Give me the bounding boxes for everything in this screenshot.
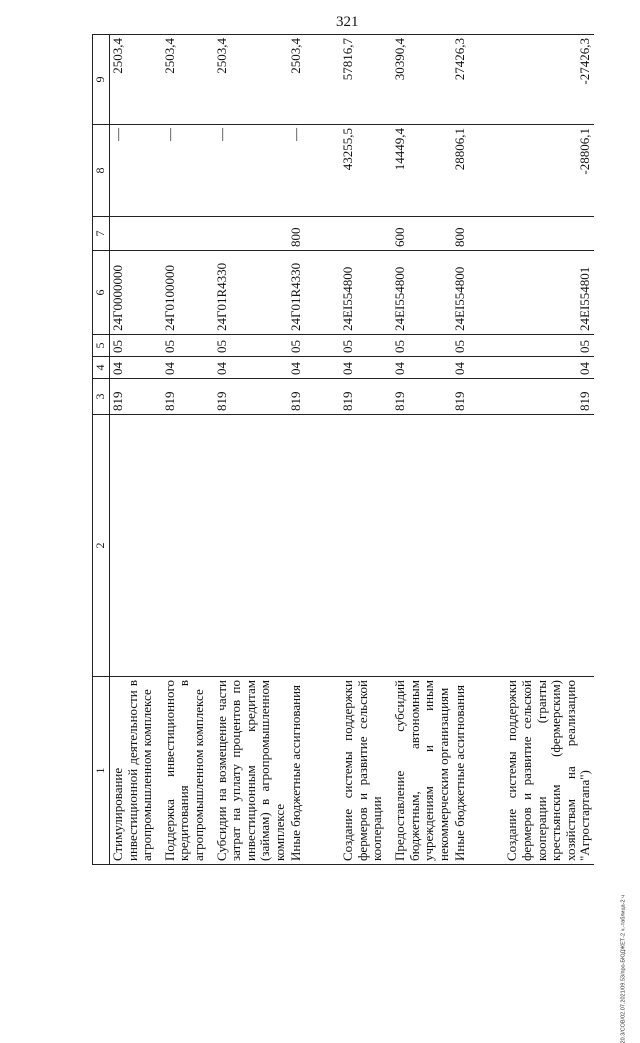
- empty-cell: [110, 415, 162, 677]
- table-row: [288, 35, 340, 865]
- cell-c9: 2503,4: [214, 35, 289, 125]
- cell-c6: 24Г0000000: [110, 251, 162, 335]
- cell-c8: 43255,5: [340, 125, 392, 217]
- empty-cell: [504, 415, 593, 677]
- cell-c4: 04: [452, 357, 504, 379]
- row-name: Создание системы поддержки фермеров и развитие сельской кооперации: [340, 677, 392, 865]
- cell-c6: 24ЕI554801: [504, 251, 593, 335]
- row-name: Стимулирование инвестиционной деятельности в агропромышленном комплексе: [110, 677, 162, 865]
- budget-table: [92, 34, 594, 865]
- cell-c4: 04: [340, 357, 392, 379]
- cell-c7: 800: [452, 217, 504, 251]
- cell-c6: 24ЕI554800: [452, 251, 504, 335]
- cell-c6: 24Г01R4330: [288, 251, 340, 335]
- cell-c9: 57816,7: [340, 35, 392, 125]
- cell-c3: 819: [110, 379, 162, 415]
- table-row: [504, 35, 593, 865]
- empty-cell: [214, 415, 289, 677]
- cell-c5: 05: [452, 335, 504, 357]
- cell-c7: [340, 217, 392, 251]
- cell-c7: 800: [288, 217, 340, 251]
- cell-c8: —: [110, 125, 162, 217]
- cell-c9: 2503,4: [162, 35, 214, 125]
- cell-c6: 24ЕI554800: [392, 251, 452, 335]
- cell-c8: —: [288, 125, 340, 217]
- cell-c7: [110, 217, 162, 251]
- cell-c8: —: [214, 125, 289, 217]
- cell-c3: 819: [162, 379, 214, 415]
- cell-c7: 600: [392, 217, 452, 251]
- cell-c3: 819: [504, 379, 593, 415]
- cell-c5: 05: [162, 335, 214, 357]
- table-row: [162, 35, 214, 865]
- table-row: [340, 35, 392, 865]
- cell-c8: —: [162, 125, 214, 217]
- cell-c4: 04: [214, 357, 289, 379]
- cell-c6: 24Г0100000: [162, 251, 214, 335]
- cell-c6: 24ЕI554800: [340, 251, 392, 335]
- empty-cell: [340, 415, 392, 677]
- cell-c8: -28806,1: [504, 125, 593, 217]
- header-cell: 1: [93, 677, 110, 865]
- cell-c5: 05: [214, 335, 289, 357]
- cell-c7: [504, 217, 593, 251]
- row-name: Создание системы поддержки фермеров и развитие сельской кооперации (гранты крестьянским (фермерским) хозяйствам на реализацию "Агростартапа"): [504, 677, 593, 865]
- row-name: Предоставление субсидий бюджетным, автономным учреждениям и иным некоммерческим организациям: [392, 677, 452, 865]
- cell-c5: 05: [504, 335, 593, 357]
- empty-cell: [452, 415, 504, 677]
- row-name: Субсидии на возмещение части затрат на уплату процентов по инвестиционным кредитам (займам) в агропромышленном комплексе: [214, 677, 289, 865]
- budget-table-wrapper: [92, 35, 612, 865]
- page-number: 321: [336, 14, 359, 30]
- empty-cell: [392, 415, 452, 677]
- cell-c3: 819: [392, 379, 452, 415]
- cell-c5: 05: [340, 335, 392, 357]
- cell-c4: 04: [288, 357, 340, 379]
- table-header-row: [93, 35, 110, 865]
- table-row: [452, 35, 504, 865]
- table-row: [214, 35, 289, 865]
- header-cell: 4: [93, 357, 110, 379]
- cell-c7: [214, 217, 289, 251]
- cell-c8: 14449,4: [392, 125, 452, 217]
- table-row: [110, 35, 162, 865]
- cell-c5: 05: [110, 335, 162, 357]
- empty-cell: [288, 415, 340, 677]
- header-cell: 3: [93, 379, 110, 415]
- table-row: [392, 35, 452, 865]
- header-cell: 6: [93, 251, 110, 335]
- row-name: Поддержка инвестиционного кредитования в агропромышленном комплексе: [162, 677, 214, 865]
- cell-c9: 2503,4: [288, 35, 340, 125]
- header-cell: 5: [93, 335, 110, 357]
- empty-cell: [162, 415, 214, 677]
- cell-c5: 05: [288, 335, 340, 357]
- header-cell: 8: [93, 125, 110, 217]
- cell-c4: 04: [110, 357, 162, 379]
- cell-c5: 05: [392, 335, 452, 357]
- cell-c4: 04: [392, 357, 452, 379]
- cell-c4: 04: [162, 357, 214, 379]
- cell-c3: 819: [288, 379, 340, 415]
- cell-c3: 819: [214, 379, 289, 415]
- row-name: Иные бюджетные ассигнования: [288, 677, 340, 865]
- cell-c9: 30390,4: [392, 35, 452, 125]
- cell-c4: 04: [504, 357, 593, 379]
- cell-c6: 24Г01R4330: [214, 251, 289, 335]
- row-name: Иные бюджетные ассигнования: [452, 677, 504, 865]
- header-cell: 2: [93, 415, 110, 677]
- footer-code: 20.3/СОВ/02.07.2021/09.53/про-БЮДЖЕТ-2 ч.-таблица-2 ч: [620, 895, 626, 1043]
- cell-c3: 819: [340, 379, 392, 415]
- cell-c3: 819: [452, 379, 504, 415]
- cell-c7: [162, 217, 214, 251]
- cell-c9: 2503,4: [110, 35, 162, 125]
- cell-c9: 27426,3: [452, 35, 504, 125]
- cell-c9: -27426,3: [504, 35, 593, 125]
- header-cell: 7: [93, 217, 110, 251]
- header-cell: 9: [93, 35, 110, 125]
- cell-c8: 28806,1: [452, 125, 504, 217]
